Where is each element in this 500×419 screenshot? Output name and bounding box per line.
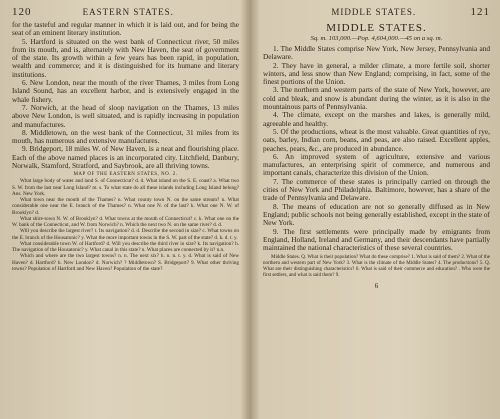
map-heading: MAP OF THE EASTERN STATES, NO. 2. bbox=[73, 172, 178, 178]
paragraph: 6. An improved system of agriculture, extensive and various manufactures, an enterprising spirit of commerce, and numerous and important canals, characterize this division of the Union. bbox=[263, 151, 490, 178]
map-question: What town near the mouth of the Thames? n. What county town N. on the same stream? n. What considerable one near the E. branch of the Thames? n. What one N. of the last? k. What one N. W. of Brooklyn? d. bbox=[12, 197, 239, 216]
map-question: Which and where are the two largest towns? n. n. The next six? h. n. n. t. y. d. What is said of New Haven? d. Hartford? h. New London? d. Norwich? ? Middletown? S. Bridgeport? 9. What other thriving towns? Population of Hartford and New Haven? Population of the state? bbox=[12, 253, 239, 272]
paragraph: 2. They have in general, a milder climate, a more fertile soil, shorter winters, and less snow than New England; comprising, in fact, some of the finest portions of the Union. bbox=[263, 60, 490, 87]
right-page bbox=[253, 0, 500, 419]
right-running-head: MIDDLE STATES. bbox=[331, 7, 417, 17]
paragraph: 8. The means of education are not so generally diffused as in New England; public schools not being generally established, except in the state of New York. bbox=[263, 201, 490, 228]
paragraph: 9. The first settlements were principally made by emigrants from England, Holland, Ireland and Germany, and their descendants have partially maintained the national characteristics of these several countries. bbox=[263, 226, 490, 253]
right-page-header bbox=[263, 6, 490, 18]
area-population-line: Sq. m. 103,000.—Pop. 4,604,000.—45 on a sq. m. bbox=[310, 35, 443, 42]
map-question: Will you describe the largest river? t. Its navigation? d. d. Describe the second in size? c. What towns on the E. branch of the Housatonic? y. What the more important towns in the S. W. part of the state? d. k. d. t. y. bbox=[12, 228, 239, 241]
signature-mark: 6 bbox=[374, 282, 379, 291]
paragraph: 7. Norwich, at the head of sloop navigation on the Thames, 13 miles above New London, is well situated, and is rapidly increasing in population and manufactures. bbox=[12, 102, 239, 129]
paragraph: for the tasteful and regular manner in which it is laid out, and for being the seat of an eminent literary institution. bbox=[12, 20, 239, 38]
paragraph: 5. Hartford is situated on the west bank of Connecticut river, 50 miles from its mouth, and is, alternately with New Haven, the seat of government of the state. Its growth within a few years has been rapid, in population, wealth and commerce; and it is distinguished for its humane and literary institutions. bbox=[12, 36, 239, 79]
map-question: What large body of water and land S. of Connecticut? d. d. What island on the S. E. coast? a. What two S. W. from the last near Long Island? m. s. To what state do all these islands including Long Island belong? Ans. New York. bbox=[12, 178, 239, 197]
left-page bbox=[0, 0, 247, 419]
map-question: What shire-town N. W. of Brooklyn? d. What towns at the mouth of Connecticut? c. k. What one on the W. bank of the Connecticut, and W. from Norwich? n. Which the next two N. on the same river? d. d. bbox=[12, 215, 239, 229]
paragraph: 1. The Middle States comprise New York, New Jersey, Pennsylvania and Delaware. bbox=[263, 44, 490, 62]
paragraph: 7. The commerce of these states is principally carried on through the cities of New York and Philadelphia. Baltimore, however, has a share of the trade of Pennsylvania and Delaware. bbox=[263, 176, 490, 203]
map-question: What considerable town W. of Hartford? d. Will you describe the third river in size? k. Its navigation? h. The navigation of the Housatonic? y. What canal in this state? n. What places are connected by it? n.n. bbox=[12, 240, 239, 254]
chapter-title: MIDDLE STATES. bbox=[326, 22, 427, 34]
paragraph: 8. Middletown, on the west bank of the Connecticut, 31 miles from its mouth, has numerous and extensive manufactures. bbox=[12, 127, 239, 146]
review-questions: Middle States. Q. What is their population? What do these comprise? 1. What is said of them? 2. What of the northern and western part of New York? 3. What is the climate of the Middle States? 4. The productions? 5. Q. What are their distinguishing characteristics? 6. What is said of their commerce and education? . Who were the first settlers, and what is said them? 9. bbox=[263, 255, 490, 279]
right-page-number: 121 bbox=[470, 6, 490, 18]
paragraph: 6. New London, near the mouth of the river Thames, 3 miles from Long Island Sound, has an excellent harbor, and is extensively engaged in the whale fishery. bbox=[12, 78, 239, 104]
left-running-head: EASTERN STATES. bbox=[82, 7, 174, 17]
left-page-number: 120 bbox=[12, 6, 32, 18]
paragraph: 9. Bridgeport, 18 miles W. of New Haven, is a neat and flourishing place. Each of the above named places is an incorporated city. Litchfield, Danbury, Norwalk, Stamford, Stratford, and Saybrook, are all thriving towns. bbox=[12, 144, 239, 171]
paragraph: 4. The climate, except on the marshes and lakes, is generally mild, agreeable and healthy. bbox=[263, 110, 490, 128]
left-page-header bbox=[12, 6, 239, 18]
paragraph: 5. Of the productions, wheat is the most valuable. Great quantities of rye, oats, barley, Indian corn, beans, and peas, are also raised. Excellent apples, peaches, pears, &c., are produced in abundance. bbox=[263, 126, 490, 153]
paragraph: 3. The northern and western parts of the state of New York, however, are cold and bleak, and snow is abundant during the winter, as it is also in the mountainous parts of Pennsylvania. bbox=[263, 85, 490, 112]
